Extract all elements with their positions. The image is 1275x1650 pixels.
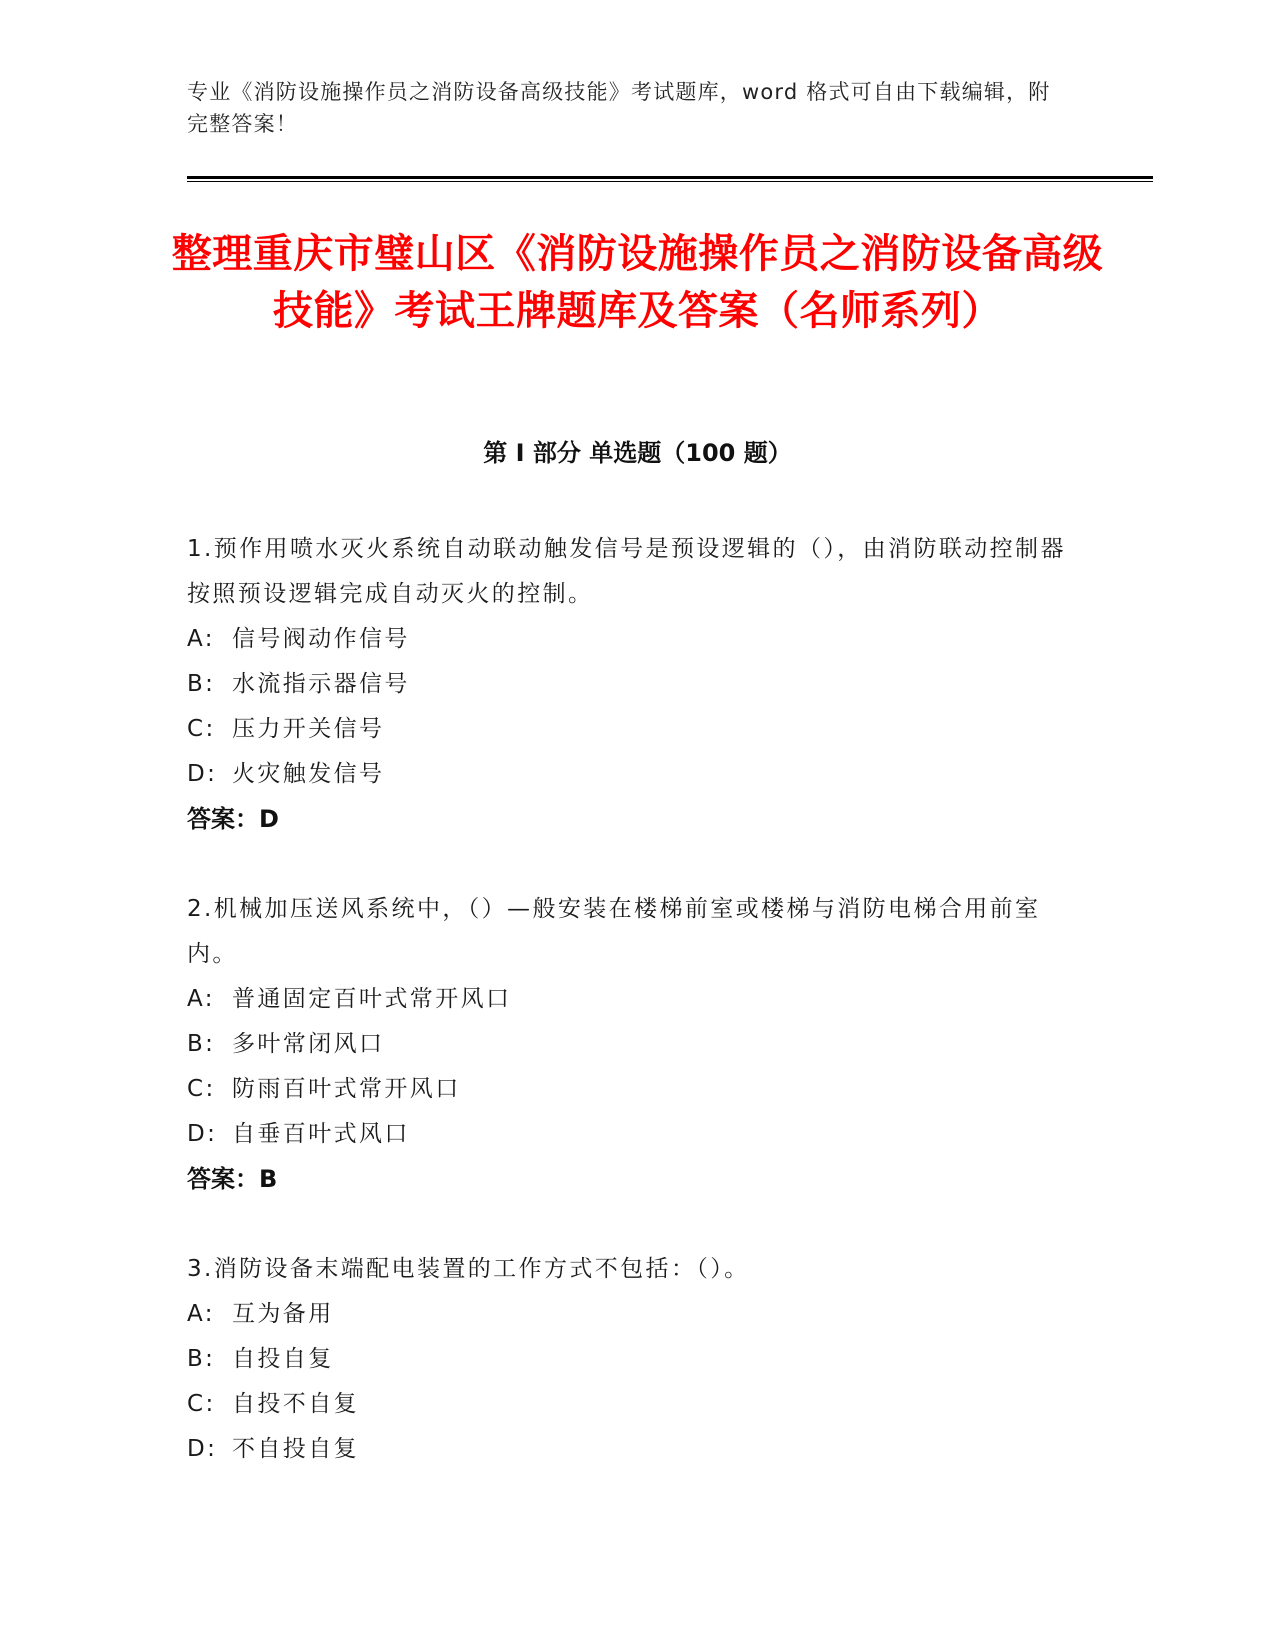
option-letter: C:	[187, 1076, 216, 1102]
question-2	[187, 887, 1067, 1202]
option-a	[187, 1292, 1067, 1337]
option-text: 多叶常闭风口	[232, 1031, 385, 1057]
option-d	[187, 1427, 1067, 1472]
option-d	[187, 752, 1067, 797]
header-rule-thick	[187, 176, 1153, 179]
header-rule-thin	[187, 181, 1153, 182]
option-letter: A:	[187, 986, 215, 1012]
option-letter: B:	[187, 1031, 216, 1057]
option-b	[187, 1337, 1067, 1382]
question-stem: 1.预作用喷水灭火系统自动联动触发信号是预设逻辑的（），由消防联动控制器按照预设逻辑完成自动灭火的控制。	[187, 536, 1066, 607]
option-letter: D:	[187, 761, 218, 787]
option-c	[187, 1382, 1067, 1427]
option-letter: A:	[187, 626, 215, 652]
option-text: 不自投自复	[232, 1436, 359, 1462]
option-letter: B:	[187, 671, 216, 697]
option-a	[187, 617, 1067, 662]
header-note: 专业《消防设施操作员之消防设备高级技能》考试题库，word 格式可自由下载编辑，附完整答案！	[187, 80, 1051, 136]
option-text: 水流指示器信号	[232, 671, 410, 697]
option-letter: C:	[187, 716, 216, 742]
option-d	[187, 1112, 1067, 1157]
option-text: 自投自复	[232, 1346, 334, 1372]
document-title: 整理重庆市璧山区《消防设施操作员之消防设备高级技能》考试王牌题库及答案（名师系列）	[171, 231, 1104, 334]
option-letter: D:	[187, 1436, 218, 1462]
section-heading: 第 I 部分 单选题（100 题）	[483, 439, 792, 467]
question-list	[187, 527, 1067, 1472]
option-c	[187, 1067, 1067, 1112]
option-b	[187, 1022, 1067, 1067]
spacer	[187, 842, 1067, 887]
option-letter: A:	[187, 1301, 215, 1327]
option-text: 自垂百叶式风口	[232, 1121, 410, 1147]
option-text: 互为备用	[232, 1301, 334, 1327]
option-a	[187, 977, 1067, 1022]
answer-line: 答案：B	[187, 1165, 278, 1193]
option-b	[187, 662, 1067, 707]
option-text: 火灾触发信号	[232, 761, 385, 787]
option-letter: D:	[187, 1121, 218, 1147]
option-letter: C:	[187, 1391, 216, 1417]
option-text: 普通固定百叶式常开风口	[232, 986, 512, 1012]
spacer	[187, 1202, 1067, 1247]
question-stem: 2.机械加压送风系统中，（）—般安装在楼梯前室或楼梯与消防电梯合用前室内。	[187, 896, 1041, 967]
option-text: 防雨百叶式常开风口	[232, 1076, 461, 1102]
option-text: 自投不自复	[232, 1391, 359, 1417]
question-stem: 3.消防设备末端配电装置的工作方式不包括：（）。	[187, 1256, 750, 1282]
option-text: 压力开关信号	[232, 716, 385, 742]
question-1	[187, 527, 1067, 842]
option-c	[187, 707, 1067, 752]
option-text: 信号阀动作信号	[232, 626, 410, 652]
option-letter: B:	[187, 1346, 216, 1372]
answer-line: 答案：D	[187, 805, 279, 833]
question-3	[187, 1247, 1067, 1472]
